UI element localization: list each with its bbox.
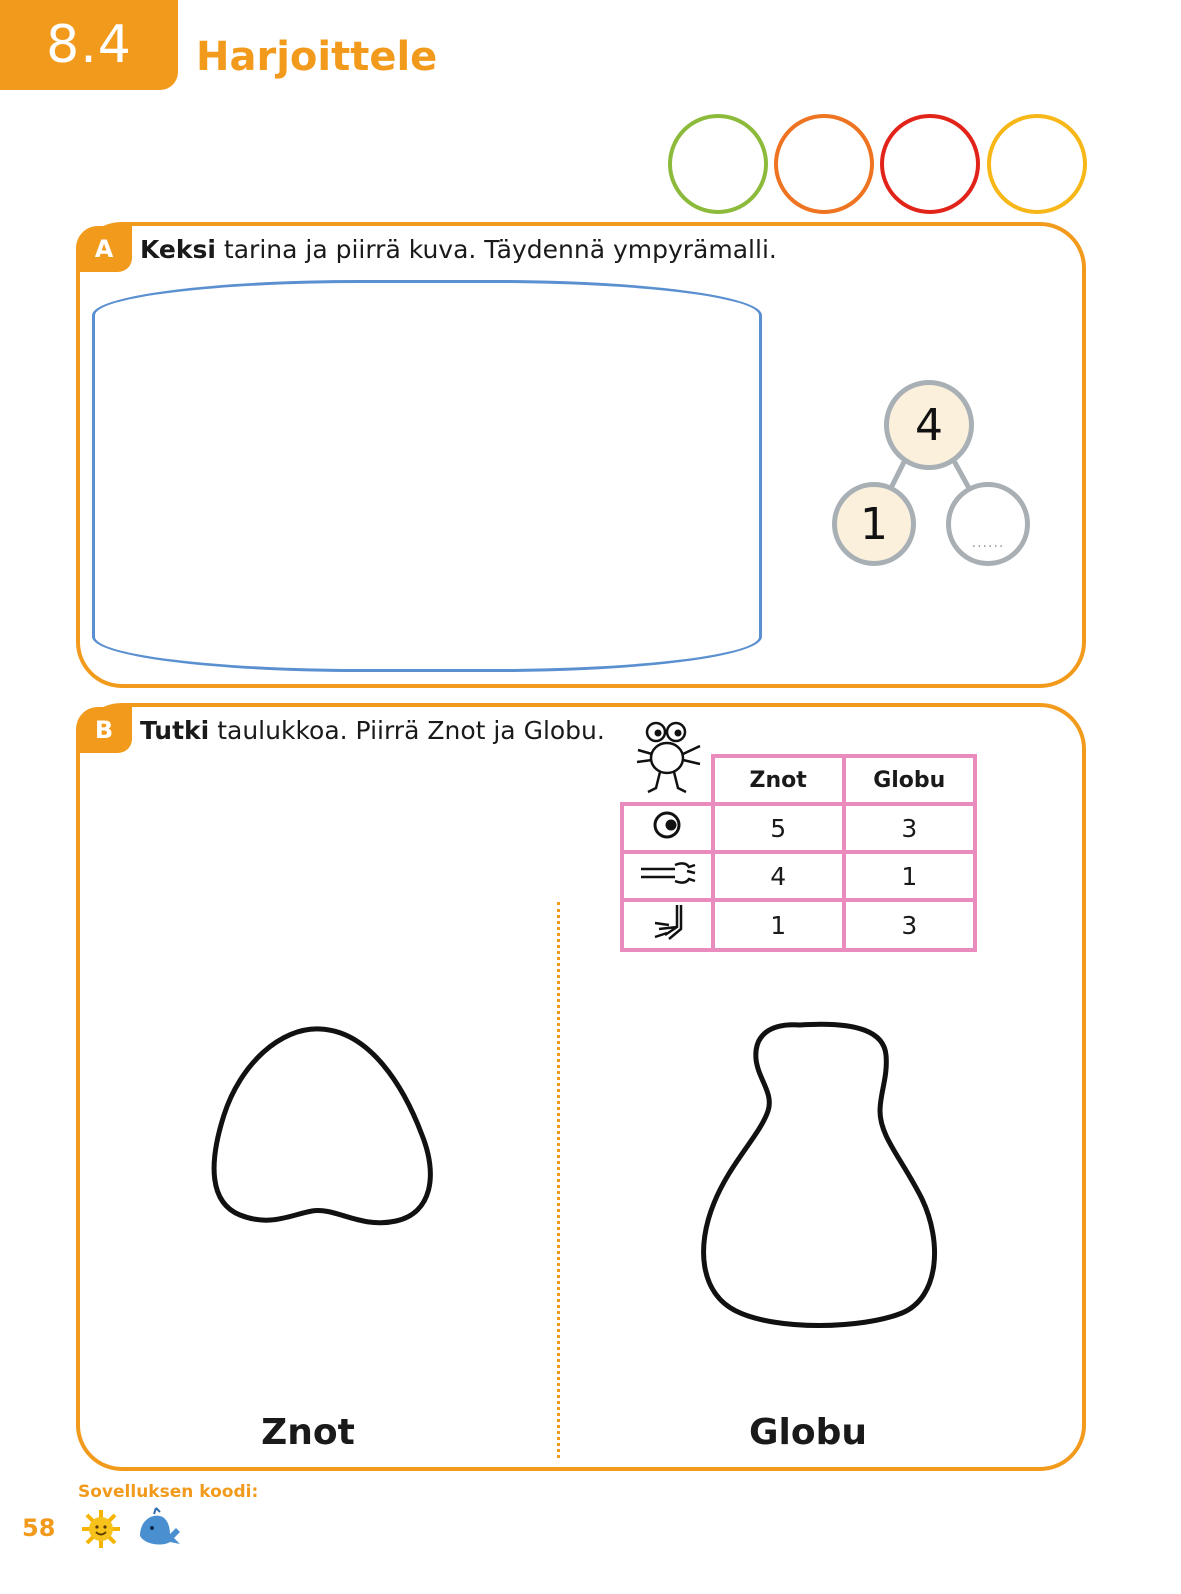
task-a-instruction [140,235,777,264]
rating-circle-orange[interactable] [774,114,874,214]
task-a-instruction-bold: Keksi [140,235,216,264]
row-icon-cell [622,804,713,852]
table-cell: 3 [844,900,975,950]
znot-label: Znot [261,1412,355,1453]
table-cell: 1 [844,852,975,900]
creature-table [620,754,977,952]
chapter-number: 8.4 [0,0,178,90]
answer-placeholder: ...... [971,535,1005,551]
rating-circle-yellow[interactable] [987,114,1087,214]
task-b-instruction [140,716,605,745]
table-cell: 1 [713,900,844,950]
circle-model-part-right[interactable] [946,482,1030,566]
circle-model-whole: 4 [884,380,974,470]
arm-icon [637,857,697,889]
chapter-title: Harjoittele [196,34,438,80]
table-cell: 5 [713,804,844,852]
eye-icon [650,810,684,840]
table-cell: 3 [844,804,975,852]
table-header-row [622,756,975,804]
table-corner [622,756,713,804]
table-row [622,900,975,950]
row-icon-cell [622,852,713,900]
task-b-instruction-text: taulukkoa. Piirrä Znot ja Globu. [209,716,605,745]
task-b-badge: B [76,707,132,753]
story-drawing-area[interactable] [92,280,762,672]
sun-icon [80,1508,122,1550]
circle-model-part-left: 1 [832,482,916,566]
whale-icon [136,1506,182,1548]
page-number: 58 [22,1514,56,1542]
task-a-badge: A [76,226,132,272]
rating-circle-green[interactable] [668,114,768,214]
row-icon-cell [622,900,713,950]
task-b-instruction-bold: Tutki [140,716,210,745]
globu-label: Globu [748,1412,868,1453]
globu-outline[interactable] [690,1015,950,1335]
table-row [622,804,975,852]
table-row [622,852,975,900]
task-a-instruction-text: tarina ja piirrä kuva. Täydennä ympyrämalli. [215,235,777,264]
znot-outline[interactable] [200,1015,450,1265]
table-header-globu: Globu [844,756,975,804]
rating-circle-red[interactable] [880,114,980,214]
leg-icon [645,903,689,941]
task-b-divider [557,902,560,1458]
app-code-label: Sovelluksen koodi: [78,1482,259,1502]
table-cell: 4 [713,852,844,900]
table-header-znot: Znot [713,756,844,804]
